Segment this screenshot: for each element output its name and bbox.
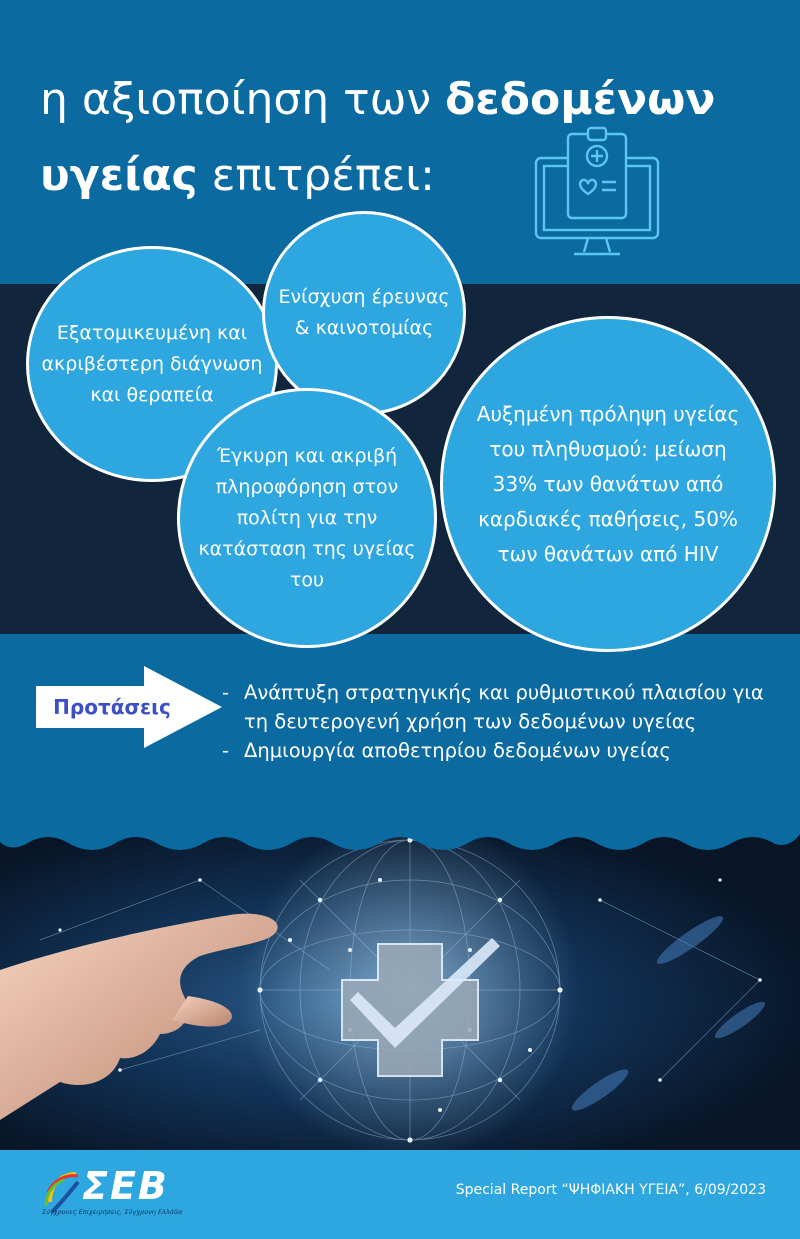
page-title: η αξιοποίηση των δεδομένων υγείας επιτρέπει:: [40, 74, 716, 201]
list-item: - Ανάπτυξη στρατηγικής και ρυθμιστικού πλαισίου για τη δευτερογενή χρήση των δεδομένων υγείας: [222, 681, 764, 733]
bubble-research-innovation: Ενίσχυση έρευνας & καινοτομίας: [262, 211, 466, 415]
proposals-list: [222, 678, 792, 765]
wave-divider: [0, 820, 800, 860]
list-item: - Δημιουργία αποθετηρίου δεδομένων υγείας: [222, 739, 671, 762]
proposals-label: Προτάσεις: [53, 695, 171, 719]
network-hand-cross-image: [0, 820, 800, 1150]
bubble-personalized-diagnosis: Εξατομικευμένη και ακριβέστερη διάγνωση και θεραπεία: [26, 246, 278, 482]
monitor-health-record-icon: [532, 124, 662, 260]
bubble-citizen-information: Έγκυρη και ακριβή πληροφόρηση στον πολίτη για την κατάσταση της υγείας του: [177, 388, 437, 648]
seb-logo-tagline: Σύγχρονες Επιχειρήσεις, Σύγχρονη Ελλάδα: [42, 1208, 183, 1216]
bubble-prevention-stats: Αυξημένη πρόληψη υγείας του πληθυσμού: μείωση 33% των θανάτων από καρδιακές παθήσεις, 50% των θανάτων από HIV: [440, 316, 776, 652]
report-reference: Special Report “ΨΗΦΙΑΚΗ ΥΓΕΙΑ”, 6/09/2023: [455, 1182, 766, 1198]
digital-health-photo: [0, 820, 800, 1150]
hand-shape: [0, 914, 278, 1120]
seb-logo-text: ΣΕΒ: [82, 1164, 169, 1208]
